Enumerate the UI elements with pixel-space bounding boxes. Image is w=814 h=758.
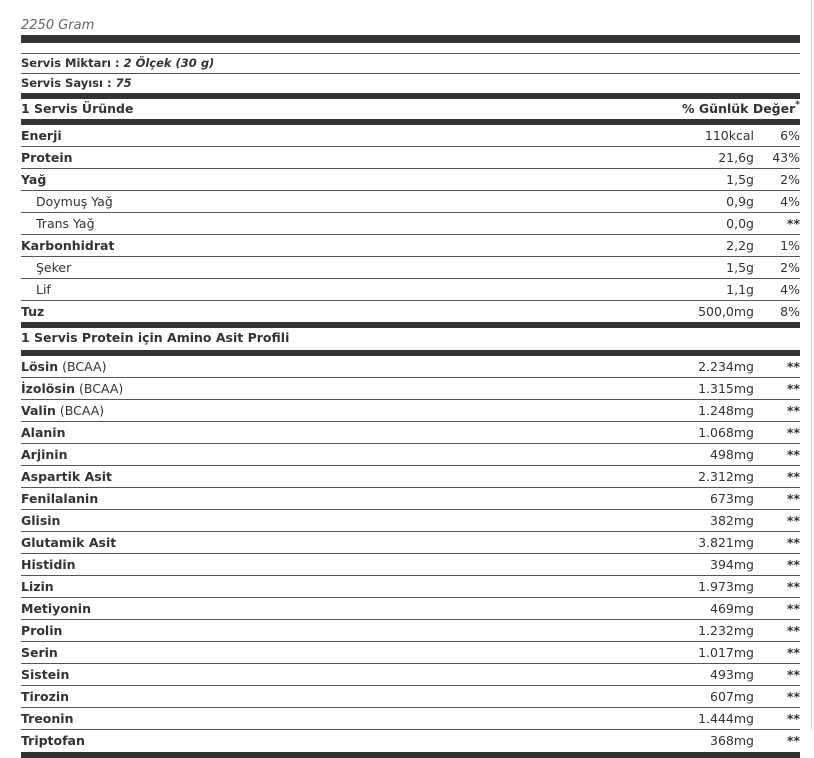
amino-name xyxy=(21,466,112,488)
amino-amount: 382mg xyxy=(710,513,754,528)
amino-amount: 607mg xyxy=(710,689,754,704)
bottom-thick-rule xyxy=(21,752,800,758)
amino-name-bold: Glisin xyxy=(21,513,61,528)
amino-name xyxy=(21,378,123,400)
amino-row xyxy=(21,532,800,554)
nutrient-amount: 1,5g xyxy=(726,172,754,187)
amino-name xyxy=(21,598,91,620)
amino-row xyxy=(21,664,800,686)
amino-amount: 2.234mg xyxy=(698,359,754,374)
nutrient-daily-value: 2% xyxy=(780,172,800,187)
nutrient-name xyxy=(21,125,62,147)
amino-name-bold: Glutamik Asit xyxy=(21,535,117,550)
nutrient-name xyxy=(21,169,46,191)
amino-name-bold: Fenilalanin xyxy=(21,491,99,506)
nutrient-name-bold: Karbonhidrat xyxy=(21,238,115,253)
amino-daily-value: ** xyxy=(786,733,800,748)
amino-amount: 1.973mg xyxy=(698,579,754,594)
serving-count-label: Servis Sayısı : xyxy=(21,76,116,90)
amino-amount: 498mg xyxy=(710,447,754,462)
amino-note: (BCAA) xyxy=(75,381,124,396)
amino-name xyxy=(21,554,76,576)
nutrition-row xyxy=(21,301,800,322)
nutrition-facts-panel xyxy=(21,35,800,758)
nutrition-row xyxy=(21,235,800,257)
amino-name xyxy=(21,488,98,510)
amino-amount: 1.315mg xyxy=(698,381,754,396)
serving-size-row xyxy=(21,53,800,74)
nutrient-name xyxy=(21,301,44,323)
nutrition-row xyxy=(21,213,800,235)
amino-row xyxy=(21,554,800,576)
nutrient-daily-value: ** xyxy=(786,216,800,231)
amino-daily-value: ** xyxy=(786,623,800,638)
nutrition-row xyxy=(21,279,800,301)
nutrition-row xyxy=(21,257,800,279)
nutrient-amount: 110kcal xyxy=(704,128,754,143)
amino-name xyxy=(21,400,104,422)
amino-amount: 673mg xyxy=(710,491,754,506)
amino-row xyxy=(21,708,800,730)
nutrient-name xyxy=(21,235,114,257)
amino-daily-value: ** xyxy=(786,381,800,396)
nutrition-rows xyxy=(21,125,800,322)
amino-daily-value: ** xyxy=(786,359,800,374)
amino-daily-value: ** xyxy=(786,469,800,484)
amino-name-bold: Histidin xyxy=(21,557,76,572)
amino-row xyxy=(21,686,800,708)
amino-amount: 394mg xyxy=(710,557,754,572)
amino-name xyxy=(21,664,69,686)
amino-amount: 1.068mg xyxy=(698,425,754,440)
amino-row xyxy=(21,378,800,400)
amino-name-bold: Valin xyxy=(21,403,56,418)
amino-row xyxy=(21,730,800,751)
amino-name-bold: Arjinin xyxy=(21,447,68,462)
amino-amount: 2.312mg xyxy=(698,469,754,484)
amino-note: (BCAA) xyxy=(58,359,107,374)
amino-daily-value: ** xyxy=(786,513,800,528)
amino-name-bold: Aspartik Asit xyxy=(21,469,112,484)
nutrient-name-bold: Protein xyxy=(21,150,73,165)
amino-name-bold: Alanin xyxy=(21,425,66,440)
amino-daily-value: ** xyxy=(786,689,800,704)
amino-name xyxy=(21,730,85,752)
nutrient-daily-value: 4% xyxy=(780,194,800,209)
nutrition-header-right xyxy=(682,99,800,119)
amino-daily-value: ** xyxy=(786,579,800,594)
nutrition-row xyxy=(21,191,800,213)
amino-amount: 1.444mg xyxy=(698,711,754,726)
amino-name-bold: Triptofan xyxy=(21,733,85,748)
nutrient-daily-value: 1% xyxy=(780,238,800,253)
nutrient-amount: 500,0mg xyxy=(698,304,754,319)
nutrient-amount: 0,0g xyxy=(726,216,754,231)
amino-row xyxy=(21,488,800,510)
amino-amount: 1.017mg xyxy=(698,645,754,660)
serving-count-value: 75 xyxy=(115,76,132,90)
amino-name-bold: Serin xyxy=(21,645,58,660)
amino-name xyxy=(21,708,73,730)
amino-row xyxy=(21,642,800,664)
amino-row xyxy=(21,422,800,444)
nutrition-row xyxy=(21,125,800,147)
amino-name-bold: Tirozin xyxy=(21,689,70,704)
amino-daily-value: ** xyxy=(786,535,800,550)
nutrition-header-row xyxy=(21,99,800,119)
amino-row xyxy=(21,444,800,466)
nutrient-daily-value: 6% xyxy=(780,128,800,143)
amino-header: 1 Servis Protein için Amino Asit Profili xyxy=(21,330,290,345)
amino-row xyxy=(21,400,800,422)
amino-amount: 469mg xyxy=(710,601,754,616)
serving-size-value: 2 Ölçek (30 g) xyxy=(123,56,215,70)
amino-row xyxy=(21,576,800,598)
nutrient-amount: 1,5g xyxy=(726,260,754,275)
daily-value-heading: % Günlük Değer xyxy=(682,101,796,116)
amino-daily-value: ** xyxy=(786,403,800,418)
amino-name xyxy=(21,444,68,466)
amino-amount: 368mg xyxy=(710,733,754,748)
daily-value-mark: * xyxy=(795,100,800,110)
nutrient-name-bold: Tuz xyxy=(21,304,45,319)
nutrient-daily-value: 43% xyxy=(772,150,800,165)
serving-count-row xyxy=(21,74,800,93)
amino-name xyxy=(21,510,60,532)
amino-name xyxy=(21,422,65,444)
amino-name-bold: Sistein xyxy=(21,667,70,682)
amino-note: (BCAA) xyxy=(55,403,105,418)
amino-row xyxy=(21,356,800,378)
amino-name-bold: Prolin xyxy=(21,623,63,638)
nutrient-amount: 1,1g xyxy=(726,282,754,297)
amino-row xyxy=(21,510,800,532)
amino-daily-value: ** xyxy=(786,711,800,726)
nutrition-row xyxy=(21,147,800,169)
nutrient-name xyxy=(21,147,73,169)
nutrient-daily-value: 8% xyxy=(780,304,800,319)
amino-header-row xyxy=(21,328,800,352)
amino-daily-value: ** xyxy=(786,425,800,440)
nutrient-daily-value: 2% xyxy=(780,260,800,275)
amino-name xyxy=(21,356,106,378)
amino-amount: 493mg xyxy=(710,667,754,682)
amino-name xyxy=(21,686,69,708)
amino-daily-value: ** xyxy=(786,557,800,572)
amino-row xyxy=(21,620,800,642)
nutrient-name: Trans Yağ xyxy=(36,216,95,231)
top-thick-rule xyxy=(21,35,800,43)
nutrient-amount: 0,9g xyxy=(726,194,754,209)
product-weight: 2250 Gram xyxy=(21,17,800,38)
amino-amount: 1.232mg xyxy=(698,623,754,638)
amino-name-bold: İzolösin xyxy=(21,381,76,396)
amino-name xyxy=(21,620,62,642)
amino-name xyxy=(21,576,54,598)
amino-daily-value: ** xyxy=(786,667,800,682)
amino-rows xyxy=(21,356,800,751)
amino-name-bold: Lösin xyxy=(21,359,59,374)
amino-name xyxy=(21,642,58,664)
amino-name-bold: Metiyonin xyxy=(21,601,91,616)
nutrition-header-left: 1 Servis Üründe xyxy=(21,101,134,116)
amino-daily-value: ** xyxy=(786,645,800,660)
nutrient-daily-value: 4% xyxy=(780,282,800,297)
amino-daily-value: ** xyxy=(786,447,800,462)
amino-row xyxy=(21,466,800,488)
nutrient-name: Lif xyxy=(36,282,51,297)
nutrition-row xyxy=(21,169,800,191)
nutrient-name-bold: Enerji xyxy=(21,128,62,143)
serving-size-label: Servis Miktarı : xyxy=(21,56,124,70)
nutrient-name: Şeker xyxy=(36,260,72,275)
amino-daily-value: ** xyxy=(786,601,800,616)
amino-name-bold: Treonin xyxy=(21,711,74,726)
amino-row xyxy=(21,598,800,620)
amino-name-bold: Lizin xyxy=(21,579,54,594)
nutrient-name-bold: Yağ xyxy=(21,172,47,187)
amino-daily-value: ** xyxy=(786,491,800,506)
nutrient-amount: 2,2g xyxy=(726,238,754,253)
page-edge-divider xyxy=(811,0,812,730)
amino-amount: 1.248mg xyxy=(698,403,754,418)
amino-amount: 3.821mg xyxy=(698,535,754,550)
nutrient-name: Doymuş Yağ xyxy=(36,194,113,209)
nutrient-amount: 21,6g xyxy=(718,150,754,165)
amino-name xyxy=(21,532,116,554)
